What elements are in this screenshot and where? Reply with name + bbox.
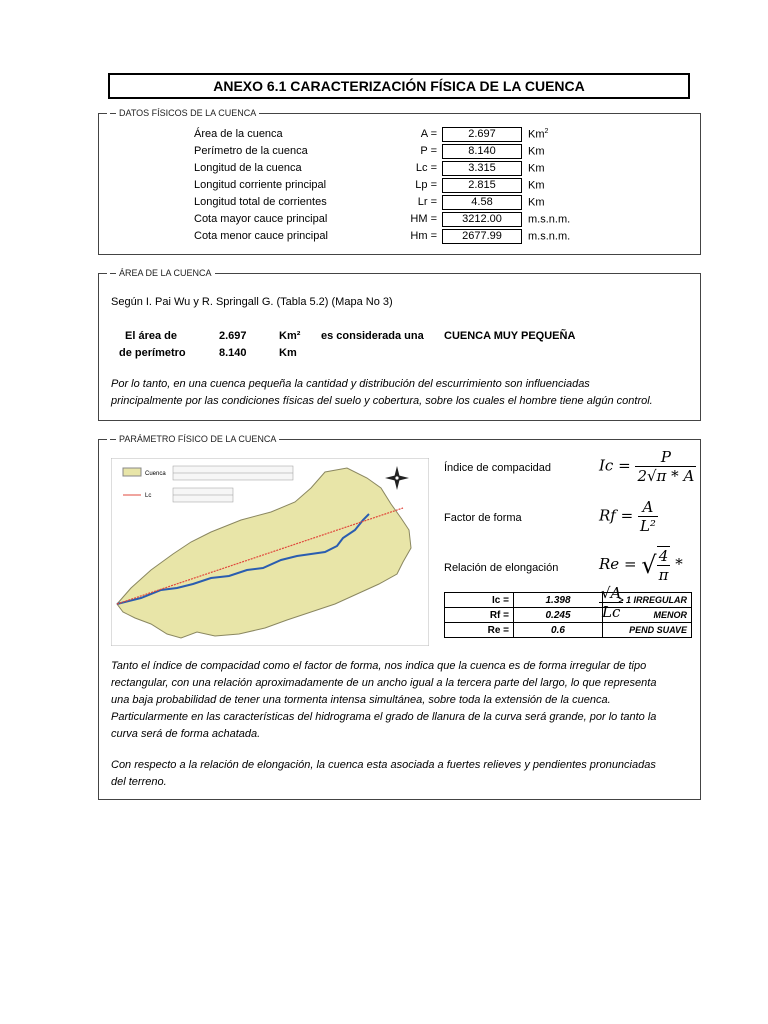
result-value: 1.398 [514,593,603,608]
area-conclusion-line2: principalmente por las condiciones físicas del suelo y cobertura, sobre los cuales el hombre tiene algún control. [111,395,653,407]
area-panel [98,268,701,421]
formula-rf: Rf = $\frac{A}{\text{L²}}$ [599,498,656,535]
datos-row-symbol: P = [420,145,437,157]
datos-row-symbol: Lc = [415,162,437,174]
formula-re: Re = √ $\frac{4}{\pi}$ * $\frac{√A}{Lc}$ [599,547,683,621]
datos-row-symbol: Lp = [415,179,437,191]
para1-line: Particularmente en las características del hidrograma el grado de llanura de la curva será grande, por lo tanto la [111,711,657,723]
datos-row-label: Cota menor cauce principal [194,230,328,242]
basin-map [111,458,429,646]
datos-row [99,194,700,211]
datos-row-label: Área de la cuenca [194,128,283,140]
datos-row-unit: Km [528,145,545,158]
datos-row [99,160,700,177]
para1-line: rectangular, con una relación aproximadamente de un ancho igual a la tercera parte del largo, lo que representa [111,677,657,689]
area-unit: Km² [279,330,301,342]
result-name: Re = [445,623,514,638]
datos-row-unit: Km [528,196,545,209]
para1-line: una baja probabilidad de tener una tormenta intensa simultánea, sobre toda la extensión de la cuenca. [111,694,611,706]
result-note: PEND SUAVE [603,623,692,638]
datos-row-value: 2677.99 [442,229,522,244]
datos-row-value: 2.815 [442,178,522,193]
datos-row-symbol: Lr = [417,196,437,208]
datos-row-label: Cota mayor cauce principal [194,213,328,225]
perimeter-text: de perímetro [119,347,186,359]
area-line1-text: El área de [125,330,177,342]
formula-rf-label: Factor de forma [444,512,522,524]
result-note: > 1 IRREGULAR [603,593,692,608]
datos-row [99,143,700,160]
datos-row-label: Longitud corriente principal [194,179,327,191]
datos-row-value: 4.58 [442,195,522,210]
results-row [445,593,692,608]
perimeter-value: 8.140 [219,347,247,359]
datos-row-label: Longitud total de corrientes [194,196,327,208]
datos-row-label: Longitud de la cuenca [194,162,302,174]
page-title: ANEXO 6.1 CARACTERIZACIÓN FÍSICA DE LA CUENCA [108,73,690,99]
area-value: 2.697 [219,330,247,342]
legend-lc-label: Lc [145,493,152,499]
datos-row-value: 8.140 [442,144,522,159]
datos-row-unit: Km [528,179,545,192]
result-value: 0.245 [514,608,603,623]
formula-ic-label: Índice de compacidad [444,462,552,474]
datos-row-unit: Km$^2$ [528,128,549,141]
area-conclusion-line1: Por lo tanto, en una cuenca pequeña la cantidad y distribución del escurrimiento son influenciadas [111,378,590,390]
result-note: MENOR [603,608,692,623]
datos-row-symbol: A = [420,128,437,140]
datos-row [99,228,700,245]
legend-cuenca-label: Cuenca [145,471,166,477]
parametro-label: PARÁMETRO FÍSICO DE LA CUENCA [107,432,279,446]
result-name: Ic = [445,593,514,608]
datos-row-symbol: Hm = [410,230,437,242]
results-row [445,608,692,623]
area-source: Según I. Pai Wu y R. Springall G. (Tabla 5.2) (Mapa No 3) [111,296,393,308]
area-classification-text: es considerada una [321,330,424,342]
results-row [445,623,692,638]
datos-row-unit: m.s.n.m. [528,230,571,243]
datos-row-label: Perímetro de la cuenca [194,145,308,157]
datos-row-value: 3212.00 [442,212,522,227]
results-table [444,592,692,638]
result-name: Rf = [445,608,514,623]
para2-line: del terreno. [111,776,167,788]
perimeter-unit: Km [279,347,297,359]
datos-fisicos-label: DATOS FÍSICOS DE LA CUENCA [107,106,259,120]
datos-row-unit: m.s.n.m. [528,213,571,226]
para1-line: Tanto el índice de compacidad como el factor de forma, nos indica que la cuenca es de forma irregular de tipo [111,660,647,672]
datos-row-value: 2.697 [442,127,522,142]
para2-line: Con respecto a la relación de elongación, la cuenca esta asociada a fuertes relieves y pendientes pronunciadas [111,759,656,771]
datos-row-value: 3.315 [442,161,522,176]
formula-ic: Ic = $\frac{P}{2√\pi * A}$ [599,448,695,485]
datos-fisicos-panel [98,108,701,255]
area-label: ÁREA DE LA CUENCA [107,266,215,280]
datos-row [99,126,700,143]
area-classification: CUENCA MUY PEQUEÑA [444,330,576,342]
formula-re-label: Relación de elongación [444,562,559,574]
datos-row [99,177,700,194]
datos-row-symbol: HM = [410,213,437,225]
datos-row-unit: Km [528,162,545,175]
para1-line: curva será de forma achatada. [111,728,261,740]
result-value: 0.6 [514,623,603,638]
datos-row [99,211,700,228]
parametro-panel [98,434,701,800]
